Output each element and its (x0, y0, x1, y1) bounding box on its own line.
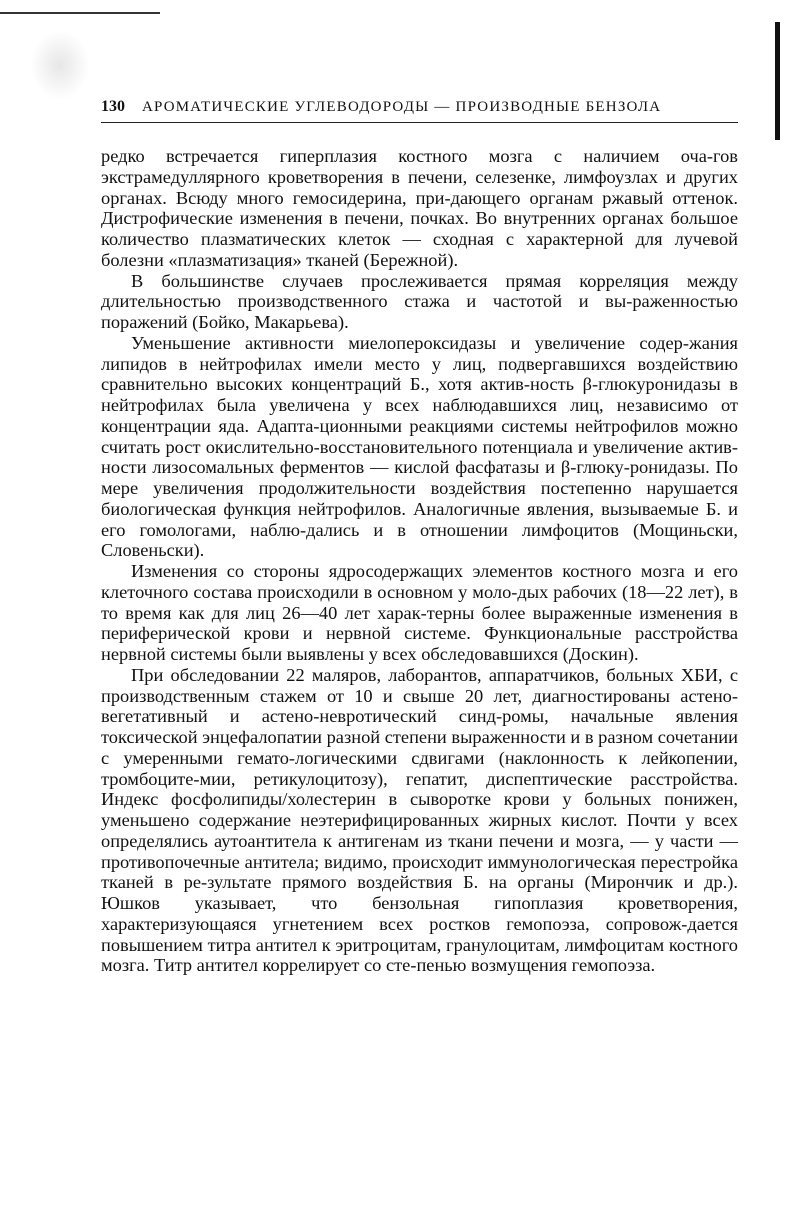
header-rule (101, 122, 738, 123)
paragraph: редко встречается гиперплазия костного мозга с наличием оча-гов экстрамедуллярного кроветворения в печени, селезенке, лимфоузлах и других органах. Всюду много гемосидерина, при-дающего органам ржавый оттенок. Дистрофические изменения в печени, почках. Во внутренних органах большое количество плазматических клеток — сходная с характерной для лучевой болезни «плазматизация» тканей (Бережной). (101, 146, 738, 270)
scan-edge-mark (0, 12, 160, 14)
running-head (101, 98, 741, 122)
paragraph: Изменения со стороны ядросодержащих элементов костного мозга и его клеточного состава происходили в основном у моло-дых рабочих (18—22 лет), в то время как для лиц 26—40 лет харак-терны более выраженные изменения в периферической крови и нервной системе. Функциональные расстройства нервной системы были выявлены у всех обследовавшихся (Доскин). (101, 561, 738, 664)
paragraph: При обследовании 22 маляров, лаборантов, аппаратчиков, больных ХБИ, с производственным стажем от 10 и свыше 20 лет, диагностированы астено-вегетативный и астено-невротический синд-ромы, начальные явления токсической энцефалопатии разной степени выраженности и в разном сочетании с умеренными гемато-логическими сдвигами (наклонность к лейкопении, тромбоците-мии, ретикулоцитозу), гепатит, диспептические расстройства. Индекс фосфолипиды/холестерин в сыворотке крови у больных понижен, уменьшено содержание неэтерифицированных жирных кислот. Почти у всех определялись аутоантитела к антигенам из ткани печени и мозга, — у части — противопочечные антитела; видимо, происходит иммунологическая перестройка тканей в ре-зультате прямого воздействия Б. на органы (Мирончик и др.). Юшков указывает, что бензольная гипоплазия кроветворения, характеризующаяся угнетением всех ростков гемопоэза, сопровож-дается повышением титра антител к эритроцитам, гранулоцитам, лимфоцитам костного мозга. Титр антител коррелирует со сте-пенью возмущения гемопоэза. (101, 664, 738, 976)
scan-edge-bar (775, 22, 780, 140)
scan-smudge (30, 30, 90, 100)
paragraph: Уменьшение активности миелопероксидазы и увеличение содер-жания липидов в нейтрофилах имели место у лиц, подвергавшихся воздействию сравнительно высоких концентраций Б., хотя актив-ность β-глюкуронидазы в нейтрофилах была увеличена у всех наблюдавшихся лиц, независимо от концентрации яда. Адапта-ционными реакциями системы нейтрофилов можно считать рост окислительно-восстановительного потенциала и увеличение актив-ности лизосомальных ферментов — кислой фасфатазы и β-глюку-ронидазы. По мере увеличения продолжительности воздействия постепенно нарушается биологическая функция нейтрофилов. Аналогичные явления, вызываемые Б. и его гомологами, наблю-дались и в отношении лимфоцитов (Мощиньски, Словеньски). (101, 332, 738, 561)
body-text (101, 146, 738, 976)
running-title: АРОМАТИЧЕСКИЕ УГЛЕВОДОРОДЫ — ПРОИЗВОДНЫЕ БЕНЗОЛА (141, 99, 662, 115)
paragraph: В большинстве случаев прослеживается прямая корреляция между длительностью производственного стажа и частотой и вы-раженностью поражений (Бойко, Макарьева). (101, 270, 738, 332)
page-number: 130 (101, 98, 125, 115)
